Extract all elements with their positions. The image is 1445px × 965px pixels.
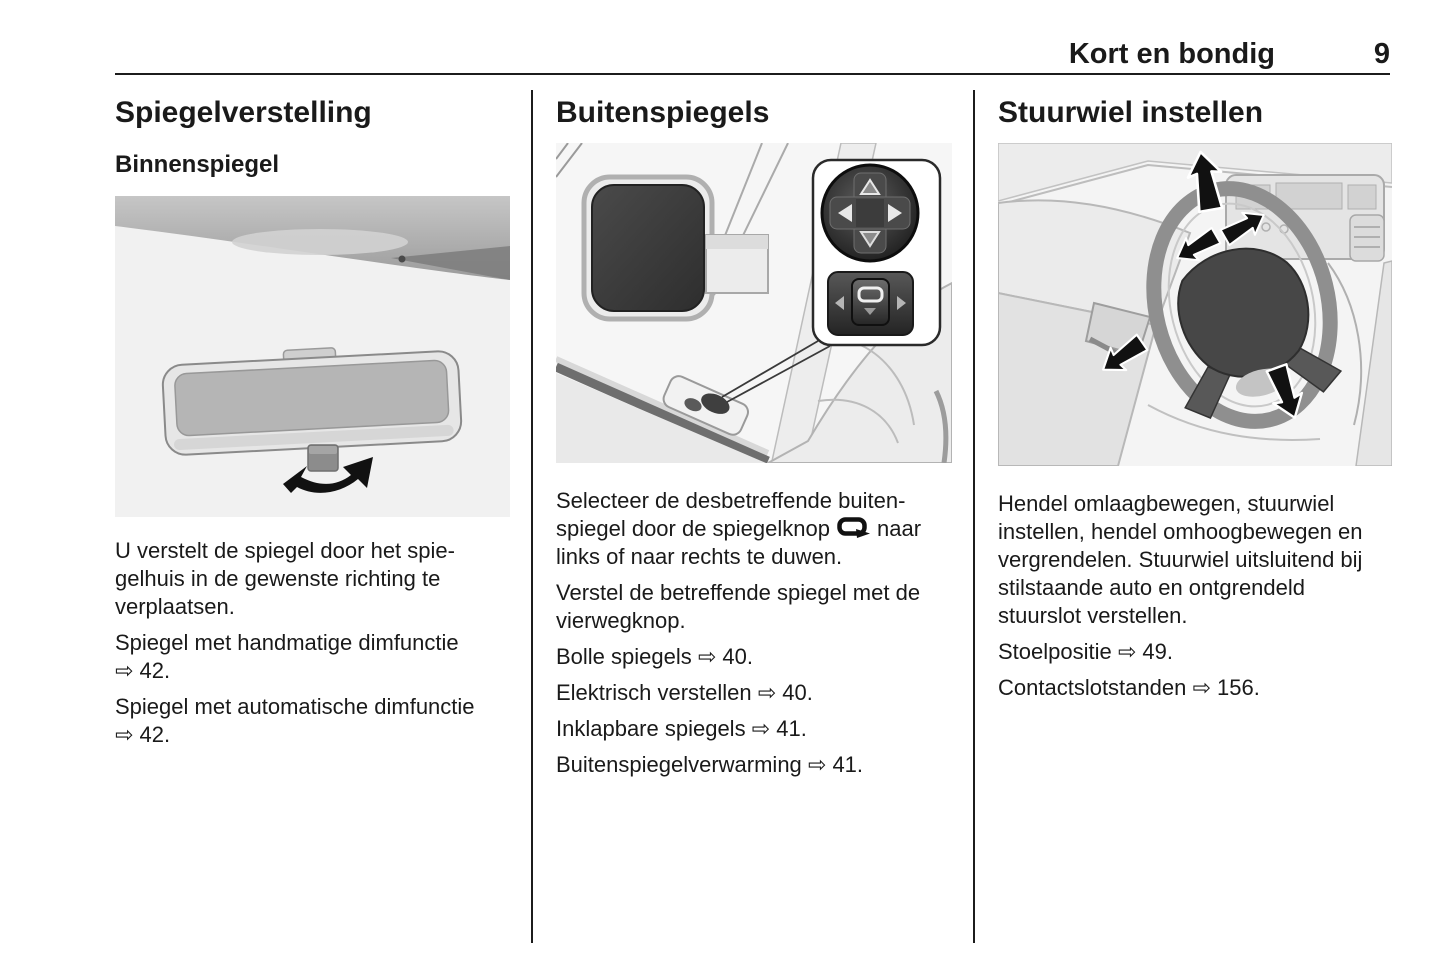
mirror-selector-symbol-icon: [837, 517, 870, 539]
text-line: vierwegknop.: [556, 608, 686, 633]
text-line: Spiegel met automatische dimfunctie: [115, 694, 475, 719]
text-line: Spiegel met handmatige dimfunctie: [115, 630, 459, 655]
text-line: gelhuis in de gewenste richting te: [115, 566, 441, 591]
section-mirror-adjustment: [115, 95, 510, 749]
text-line: links of naar rechts te duwen.: [556, 544, 843, 569]
subsection-heading: Binnenspiegel: [115, 151, 280, 178]
text-line: Selecteer de desbetreffende buiten-: [556, 488, 906, 513]
paragraph: [998, 490, 1392, 630]
text-line: Hendel omlaagbewegen, stuurwiel: [998, 491, 1335, 516]
interior-mirror-illustration: [115, 196, 510, 517]
reference-link-line: ⇨ 42.: [115, 658, 171, 683]
text-line: verplaatsen.: [115, 594, 235, 619]
section-exterior-mirrors: [556, 95, 952, 779]
reference-link-line: ⇨ 42.: [115, 722, 171, 747]
steering-wheel-adjustment-illustration: [998, 143, 1392, 466]
reference-link-line: Stoelpositie ⇨ 49.: [998, 639, 1173, 664]
text-line: U verstelt de spiegel door het spie-: [115, 538, 455, 563]
text-line-with-icon: spiegel door de spiegelknop naar: [556, 516, 922, 541]
reference-link-line: Bolle spiegels ⇨ 40.: [556, 644, 753, 669]
paragraph: [556, 487, 952, 571]
paragraph: [556, 579, 952, 635]
section-heading: Buitenspiegels: [556, 96, 770, 129]
header-rule: [115, 73, 1390, 75]
section-steering-wheel-adjustment: [998, 95, 1392, 702]
text-line: stilstaande auto en ontgrendeld: [998, 575, 1306, 600]
reference-link-line: Inklapbare spiegels ⇨ 41.: [556, 716, 807, 741]
reference-link-line: Elektrisch verstellen ⇨ 40.: [556, 680, 813, 705]
reference-link-line: Buitenspiegelverwarming ⇨ 41.: [556, 752, 864, 777]
text-line: instellen, hendel omhoogbewegen en: [998, 519, 1363, 544]
paragraph: [115, 629, 510, 685]
paragraph: [115, 537, 510, 621]
exterior-mirror-controls-illustration: [556, 143, 952, 463]
text-line: Verstel de betreffende spiegel met de: [556, 580, 921, 605]
reference-link-line: Contactslotstanden ⇨ 156.: [998, 675, 1260, 700]
section-heading: Spiegelverstelling: [115, 96, 372, 129]
column-divider-right: [973, 90, 975, 943]
column-divider-left: [531, 90, 533, 943]
four-way-adjuster-icon: [822, 165, 918, 261]
paragraph: [115, 693, 510, 749]
text-line: vergrendelen. Stuurwiel uitsluitend bij: [998, 547, 1363, 572]
mirror-selector-switch-icon: [828, 272, 913, 335]
text-line: stuurslot verstellen.: [998, 603, 1188, 628]
section-heading: Stuurwiel instellen: [998, 96, 1264, 129]
running-header-title: Kort en bondig: [1068, 38, 1275, 70]
page-number: 9: [1373, 38, 1390, 70]
